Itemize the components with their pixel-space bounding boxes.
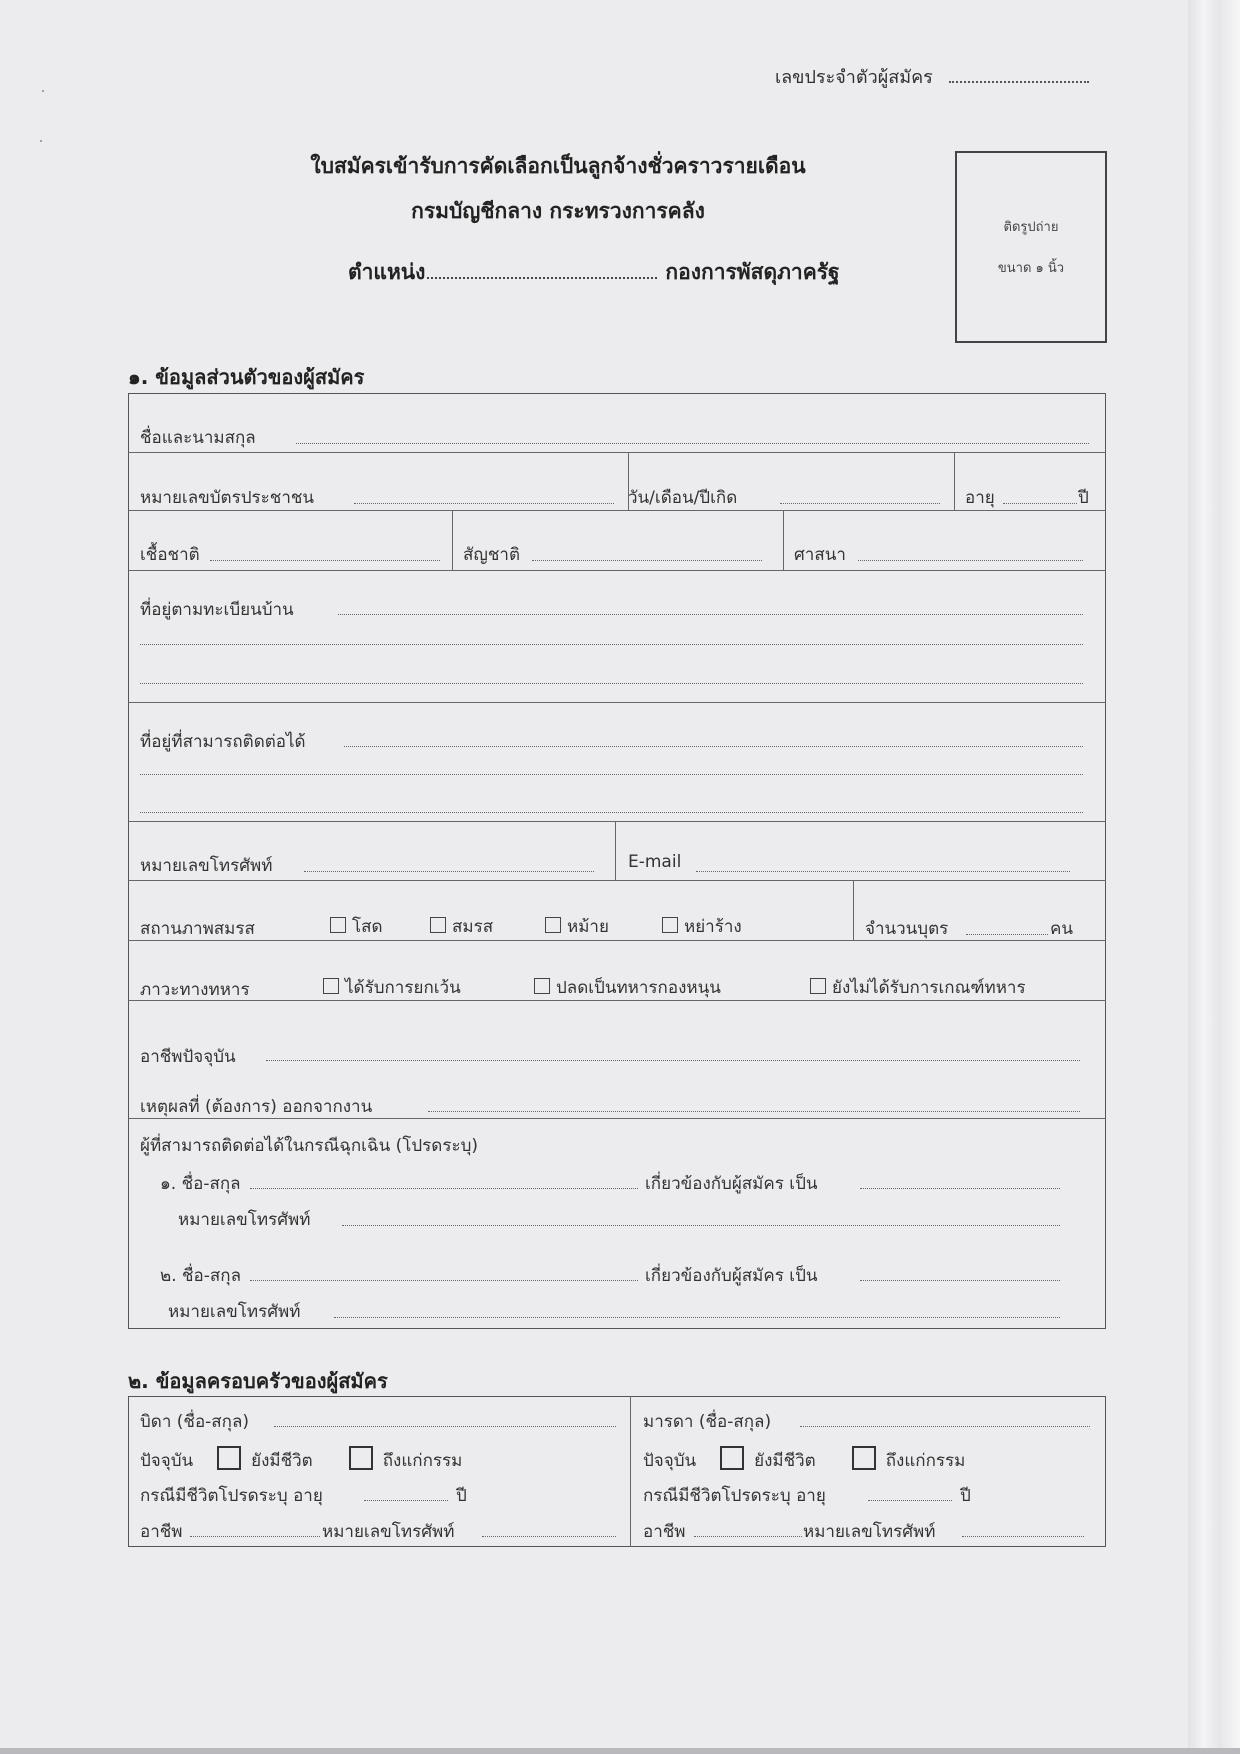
children-unit: คน [1050,919,1073,939]
row-divider [128,821,1106,822]
id-card-field[interactable] [354,503,614,504]
photo-size: ขนาด ๑ นิ้ว [997,261,1065,276]
emergency1-phone-label: หมายเลขโทรศัพท์ [178,1210,311,1230]
emergency2-phone-label: หมายเลขโทรศัพท์ [168,1302,301,1322]
mother-age-field[interactable] [868,1500,952,1501]
reg-address-field-1[interactable] [338,614,1083,615]
checkbox[interactable] [810,978,826,994]
applicant-id-label: เลขประจำตัวผู้สมัคร [775,67,933,88]
cell-divider [615,821,616,880]
checkbox[interactable] [323,978,339,994]
emergency2-phone-field[interactable] [334,1317,1060,1318]
photo-box [955,151,1107,343]
phone-field[interactable] [304,871,594,872]
nationality-field[interactable] [532,560,762,561]
checkbox[interactable] [545,917,561,933]
occupation-label: อาชีพปัจจุบัน [140,1047,236,1067]
name-label: ชื่อและนามสกุล [140,428,256,448]
reg-address-field-2[interactable] [140,644,1083,645]
mother-occupation-label: อาชีพ [643,1522,686,1542]
mother-label: มารดา (ชื่อ-สกุล) [643,1412,772,1432]
father-deceased-label: ถึงแก่กรรม [382,1451,463,1471]
father-phone-label: หมายเลขโทรศัพท์ [322,1522,455,1542]
row-divider [128,702,1106,703]
mother-deceased-label: ถึงแก่กรรม [885,1451,966,1471]
leave-reason-field[interactable] [428,1111,1080,1112]
children-label: จำนวนบุตร [865,919,949,939]
marital-option-single[interactable]: โสด [330,913,383,940]
father-label: บิดา (ชื่อ-สกุล) [140,1412,250,1432]
cell-divider [954,452,955,510]
phone-label: หมายเลขโทรศัพท์ [140,856,273,876]
military-option-not-drafted[interactable]: ยังไม่ได้รับการเกณฑ์ทหาร [810,974,1026,1001]
father-alive-checkbox[interactable] [217,1446,241,1470]
contact-address-field-2[interactable] [140,774,1083,775]
row-divider [128,880,1106,881]
leave-reason-label: เหตุผลที่ (ต้องการ) ออกจากงาน [140,1097,373,1117]
religion-field[interactable] [858,560,1083,561]
contact-address-field-1[interactable] [344,746,1083,747]
checkbox[interactable] [534,978,550,994]
mother-deceased-checkbox[interactable] [852,1446,876,1470]
occupation-field[interactable] [266,1060,1080,1061]
emergency2-relation-label: เกี่ยวข้องกับผู้สมัคร เป็น [645,1266,818,1286]
position-label: ตำแหน่ง [348,260,426,284]
reg-address-field-3[interactable] [140,683,1083,684]
reg-address-label: ที่อยู่ตามทะเบียนบ้าน [140,600,294,620]
page-bottom-edge [0,1748,1240,1754]
religion-label: ศาสนา [794,545,846,565]
dob-label: วัน/เดือน/ปีเกิด [628,488,738,508]
father-current-label: ปัจจุบัน [140,1451,194,1471]
emergency1-name-field[interactable] [250,1188,638,1189]
marital-option-married[interactable]: สมรส [430,913,493,940]
father-deceased-checkbox[interactable] [349,1446,373,1470]
checkbox[interactable] [330,917,346,933]
emergency1-phone-field[interactable] [342,1225,1060,1226]
emergency2-name-field[interactable] [250,1280,638,1281]
nationality-label: สัญชาติ [463,545,520,565]
father-age-label: กรณีมีชีวิตโปรดระบุ อายุ [140,1486,323,1506]
father-age-unit: ปี [456,1486,467,1506]
race-field[interactable] [210,560,440,561]
mother-phone-field[interactable] [962,1536,1084,1537]
emergency1-relation-label: เกี่ยวข้องกับผู้สมัคร เป็น [645,1174,818,1194]
page-edge-shadow [1188,0,1240,1754]
contact-address-field-3[interactable] [140,812,1083,813]
emergency2-name-label: ๒. ชื่อ-สกุล [160,1266,241,1286]
contact-address-label: ที่อยู่ที่สามารถติดต่อได้ [140,732,306,752]
father-age-field[interactable] [364,1500,448,1501]
marital-option-divorced[interactable]: หย่าร้าง [662,913,742,940]
age-label: อายุ [965,488,995,508]
form-title: ใบสมัครเข้ารับการคัดเลือกเป็นลูกจ้างชั่วคราวรายเดือน [310,154,806,178]
father-name-field[interactable] [274,1426,616,1427]
emergency1-relation-field[interactable] [860,1188,1060,1189]
position-row [348,256,840,289]
checkbox[interactable] [430,917,446,933]
mother-alive-label: ยังมีชีวิต [754,1451,816,1471]
mother-age-unit: ปี [960,1486,971,1506]
cell-divider [452,510,453,570]
cell-divider [853,880,854,940]
cell-divider [630,1396,631,1547]
mother-status-row [643,1446,965,1474]
age-field[interactable] [1003,503,1077,504]
father-alive-label: ยังมีชีวิต [251,1451,313,1471]
mother-alive-checkbox[interactable] [720,1446,744,1470]
photo-instruction: ติดรูปถ่าย [1003,220,1059,235]
race-label: เชื้อชาติ [140,545,200,565]
emergency1-name-label: ๑. ชื่อ-สกุล [160,1174,241,1194]
emergency-label: ผู้ที่สามารถติดต่อได้ในกรณีฉุกเฉิน (โปรดระบุ) [140,1136,478,1156]
applicant-id-blank[interactable] [949,67,1089,83]
father-status-row [140,1446,462,1474]
row-divider [128,570,1106,571]
checkbox[interactable] [662,917,678,933]
military-label: ภาวะทางทหาร [140,980,250,1000]
emergency2-relation-field[interactable] [860,1280,1060,1281]
scan-speck [42,90,44,92]
dob-field[interactable] [780,503,940,504]
father-occupation-field[interactable] [190,1536,320,1537]
scan-speck [40,140,42,142]
mother-phone-label: หมายเลขโทรศัพท์ [803,1522,936,1542]
age-unit: ปี [1078,488,1089,508]
applicant-id-field[interactable] [775,62,1089,91]
mother-occupation-field[interactable] [694,1536,802,1537]
name-field[interactable] [296,443,1089,444]
cell-divider [783,510,784,570]
section1-heading: ๑. ข้อมูลส่วนตัวของผู้สมัคร [128,365,365,389]
father-phone-field[interactable] [482,1536,616,1537]
mother-current-label: ปัจจุบัน [643,1451,697,1471]
email-field[interactable] [696,871,1070,872]
form-subtitle: กรมบัญชีกลาง กระทรวงการคลัง [411,199,705,223]
section2-heading: ๒. ข้อมูลครอบครัวของผู้สมัคร [128,1369,388,1393]
military-option-reserve[interactable]: ปลดเป็นทหารกองหนุน [534,974,721,1001]
division-label: กองการพัสดุภาครัฐ [665,260,840,284]
email-label: E-mail [628,852,682,872]
mother-name-field[interactable] [800,1426,1090,1427]
row-divider [128,940,1106,941]
position-blank[interactable] [427,263,657,279]
children-field[interactable] [966,934,1048,935]
father-occupation-label: อาชีพ [140,1522,183,1542]
id-card-label: หมายเลขบัตรประชาชน [140,488,315,508]
marital-option-widowed[interactable]: หม้าย [545,913,609,940]
marital-status-label: สถานภาพสมรส [140,919,255,939]
row-divider [128,452,1106,453]
military-option-exempt[interactable]: ได้รับการยกเว้น [323,974,461,1001]
mother-age-label: กรณีมีชีวิตโปรดระบุ อายุ [643,1486,826,1506]
